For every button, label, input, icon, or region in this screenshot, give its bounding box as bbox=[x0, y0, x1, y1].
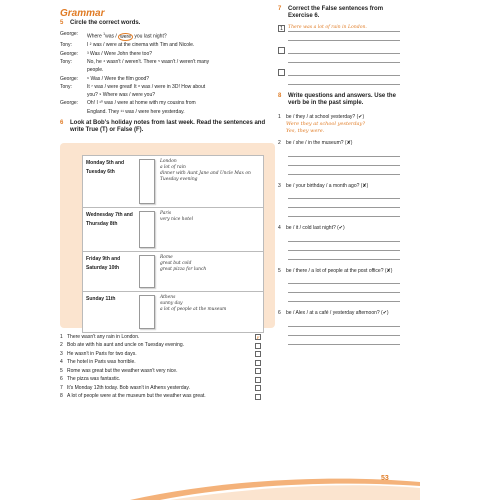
answer-box[interactable] bbox=[255, 343, 261, 349]
speaker: George: bbox=[60, 75, 79, 82]
photo-frame-icon bbox=[139, 211, 155, 248]
dialogue-line bbox=[60, 83, 275, 91]
statement-number-box: 1 bbox=[278, 25, 285, 32]
line-pre: Where bbox=[87, 34, 104, 41]
holiday-notes-panel bbox=[60, 143, 275, 328]
dialogue-line bbox=[60, 99, 275, 107]
notes-row bbox=[83, 156, 263, 208]
line-text: It ⁷ was / were great! It ⁸ was / were in 3D! How about bbox=[87, 83, 206, 90]
dialogue-line bbox=[60, 66, 275, 74]
dialogue bbox=[60, 30, 275, 116]
statement-text: He wasn't in Paris for two days. bbox=[67, 350, 137, 357]
notes-day: Wednesday 7th and Thursday 8th bbox=[86, 211, 133, 227]
statement-number-box[interactable] bbox=[278, 47, 285, 54]
question-number: 5 bbox=[278, 267, 281, 274]
question-prompt: be / she / in the museum? (✘) bbox=[286, 140, 353, 147]
line-text: No, he ⁴ wasn't / weren't. There ⁵ wasn't / weren't many bbox=[87, 58, 210, 65]
statement-text: Bob ate with his aunt and uncle on Tuesday evening. bbox=[67, 342, 185, 349]
speaker bbox=[60, 108, 87, 116]
statement bbox=[60, 350, 275, 359]
dialogue-line bbox=[60, 108, 275, 116]
line-text: people. bbox=[87, 67, 104, 74]
statement bbox=[60, 341, 275, 350]
page-number: 53 bbox=[381, 475, 389, 482]
answer-line[interactable] bbox=[288, 216, 400, 217]
statement-text: A lot of people were at the museum but the weather was great. bbox=[67, 393, 206, 400]
speaker: Tony: bbox=[60, 83, 72, 90]
speaker: George: bbox=[60, 31, 79, 38]
statement-number: 3 bbox=[60, 350, 63, 357]
dialogue-line bbox=[60, 58, 275, 66]
dialogue-line bbox=[60, 50, 275, 58]
photo-frame-icon bbox=[139, 255, 155, 288]
holiday-notes-table bbox=[82, 155, 264, 333]
dialogue-line bbox=[60, 30, 275, 41]
answer-line[interactable] bbox=[288, 259, 400, 260]
exercise-title: Correct the False sentences from Exercise 6. bbox=[288, 6, 384, 20]
speaker bbox=[60, 66, 87, 74]
speaker: Tony: bbox=[60, 42, 72, 49]
statement-number: 6 bbox=[60, 376, 63, 383]
answer-line[interactable] bbox=[288, 165, 400, 166]
answer-box[interactable] bbox=[255, 351, 261, 357]
exercise-8-heading bbox=[278, 93, 400, 108]
notes-text: Athens sunny day a lot of people at the museum bbox=[160, 294, 227, 312]
line-text: ³ Was / Were John there too? bbox=[87, 50, 153, 57]
statement-text: It's Monday 12th today. Bob wasn't in Athens yesterday. bbox=[67, 384, 190, 391]
line-text: you? ⁹ Where was / were you? bbox=[87, 92, 156, 99]
answer-box[interactable] bbox=[255, 394, 261, 400]
gap-number: 1 bbox=[103, 32, 106, 37]
question-item bbox=[278, 225, 400, 233]
question-item bbox=[278, 140, 400, 148]
correction-row bbox=[278, 47, 400, 54]
model-answer: Yes, they were. bbox=[286, 128, 325, 135]
left-column bbox=[60, 20, 275, 401]
statement bbox=[60, 384, 275, 393]
question-list bbox=[278, 114, 400, 345]
answer-box[interactable] bbox=[255, 377, 261, 383]
answer-box[interactable] bbox=[255, 368, 261, 374]
question-item bbox=[278, 183, 400, 191]
question-prompt: be / Alex / at a café / yesterday afternoon? (✔) bbox=[286, 310, 389, 317]
line-text bbox=[87, 30, 275, 41]
answer-line[interactable] bbox=[288, 250, 400, 251]
exercise-title: Look at Bob's holiday notes from last week. Read the sentences and write True (T) or False (F). bbox=[70, 120, 266, 134]
question-number: 6 bbox=[278, 310, 281, 317]
answer-line[interactable] bbox=[288, 84, 400, 85]
statement-number: 2 bbox=[60, 342, 63, 349]
statement-text: There wasn't any rain in London. bbox=[67, 333, 140, 340]
answer-line[interactable] bbox=[288, 174, 400, 175]
statement bbox=[60, 375, 275, 384]
line-text: England. They ¹¹ was / were here yesterday. bbox=[87, 108, 185, 115]
exercise-number: 7 bbox=[278, 6, 282, 12]
statement-number: 4 bbox=[60, 359, 63, 366]
statement-text: The pizza was fantastic. bbox=[67, 376, 121, 383]
notes-text: Rome great but cold great pizza for lunch bbox=[160, 254, 207, 272]
answer-box[interactable] bbox=[255, 385, 261, 391]
notes-day: Friday 9th and Saturday 10th bbox=[86, 255, 121, 271]
option-separator: / bbox=[113, 34, 119, 41]
statement bbox=[60, 367, 275, 376]
answer-line[interactable] bbox=[288, 283, 400, 284]
notes-text: London a lot of rain dinner with Aunt Jane and Uncle Max on Tuesday evening bbox=[160, 158, 251, 182]
notes-row bbox=[83, 252, 263, 292]
statement-number: 7 bbox=[60, 384, 63, 391]
question-number: 1 bbox=[278, 113, 281, 120]
answer-line[interactable] bbox=[288, 207, 400, 208]
line-text: ⁶ Was / Were the film good? bbox=[87, 75, 150, 82]
footer-swoosh-decoration bbox=[0, 470, 500, 500]
speaker: George: bbox=[60, 100, 79, 107]
true-false-statements bbox=[60, 333, 275, 401]
option-a[interactable]: was bbox=[105, 34, 114, 41]
exercise-7-heading bbox=[278, 6, 400, 21]
speaker: Tony: bbox=[60, 58, 72, 65]
exercise-number: 6 bbox=[60, 120, 64, 127]
question-prompt: be / there / a lot of people at the post office? (✘) bbox=[286, 267, 393, 274]
answer-box[interactable]: F bbox=[256, 335, 260, 341]
answer-line[interactable] bbox=[288, 156, 400, 157]
line-post: you last night? bbox=[133, 34, 167, 41]
dialogue-line bbox=[60, 75, 275, 83]
notes-day: Sunday 11th bbox=[86, 295, 116, 302]
exercise-number: 8 bbox=[278, 92, 282, 99]
line-text: I ² was / were at the cinema with Tim and Nicole. bbox=[87, 42, 195, 49]
statement-number: 1 bbox=[60, 333, 63, 340]
question-number: 4 bbox=[278, 225, 281, 232]
question-number: 2 bbox=[278, 140, 281, 147]
speaker: George: bbox=[60, 50, 79, 57]
model-question: Were they at school yesterday? bbox=[286, 121, 366, 128]
statement bbox=[60, 358, 275, 367]
question-prompt: be / it / cold last night? (✔) bbox=[286, 225, 345, 232]
statement bbox=[60, 333, 275, 342]
dialogue-line bbox=[60, 91, 275, 99]
exercise-title: Write questions and answers. Use the verb be in the past simple. bbox=[288, 92, 396, 107]
statement-number-box[interactable] bbox=[278, 69, 285, 76]
answer-line[interactable] bbox=[288, 62, 400, 63]
exercise-number: 5 bbox=[60, 20, 64, 26]
answer-line[interactable] bbox=[288, 301, 400, 302]
notes-day: Monday 5th and Tuesday 6th bbox=[86, 159, 125, 175]
answer-line[interactable] bbox=[288, 344, 400, 345]
answer-line[interactable] bbox=[288, 40, 400, 41]
answer-line[interactable] bbox=[288, 241, 400, 242]
right-column bbox=[278, 6, 400, 345]
section-title: Grammar bbox=[60, 8, 105, 19]
line-text: Oh! I ¹⁰ was / were at home with my cousins from bbox=[87, 100, 196, 107]
statement-text: The hotel in Paris was horrible. bbox=[67, 359, 136, 366]
statement-number: 8 bbox=[60, 393, 63, 400]
answer-line[interactable] bbox=[288, 198, 400, 199]
photo-frame-icon bbox=[139, 295, 155, 329]
correction-row bbox=[278, 25, 400, 32]
notes-row bbox=[83, 208, 263, 252]
speaker bbox=[60, 91, 87, 99]
notes-row bbox=[83, 292, 263, 332]
answer-line[interactable] bbox=[288, 292, 400, 293]
dialogue-line bbox=[60, 41, 275, 49]
answer-line[interactable] bbox=[288, 326, 400, 327]
statement-number: 5 bbox=[60, 367, 63, 374]
answer-box[interactable] bbox=[255, 360, 261, 366]
statement bbox=[60, 392, 275, 401]
photo-frame-icon bbox=[139, 159, 155, 204]
option-b-circled[interactable]: were bbox=[120, 34, 131, 41]
exercise-title: Circle the correct words. bbox=[70, 20, 141, 26]
statement-text: Rome was great but the weather wasn't very nice. bbox=[67, 367, 178, 374]
answer-line[interactable] bbox=[288, 335, 400, 336]
exercise-5-heading bbox=[60, 20, 275, 27]
notes-text: Paris very nice hotel bbox=[160, 210, 193, 222]
question-item bbox=[278, 310, 400, 318]
exercise-6-heading bbox=[60, 120, 275, 135]
question-prompt: be / your birthday / a month ago? (✘) bbox=[286, 182, 369, 189]
answer-line[interactable] bbox=[288, 69, 400, 76]
question-item bbox=[278, 268, 400, 276]
correction-row bbox=[278, 69, 400, 76]
answer-line[interactable] bbox=[288, 47, 400, 54]
question-number: 3 bbox=[278, 182, 281, 189]
correction-answer[interactable]: There was a lot of rain in London. bbox=[288, 25, 400, 32]
question-item bbox=[278, 114, 400, 122]
question-prompt: be / they / at school yesterday? (✔) bbox=[286, 113, 365, 120]
